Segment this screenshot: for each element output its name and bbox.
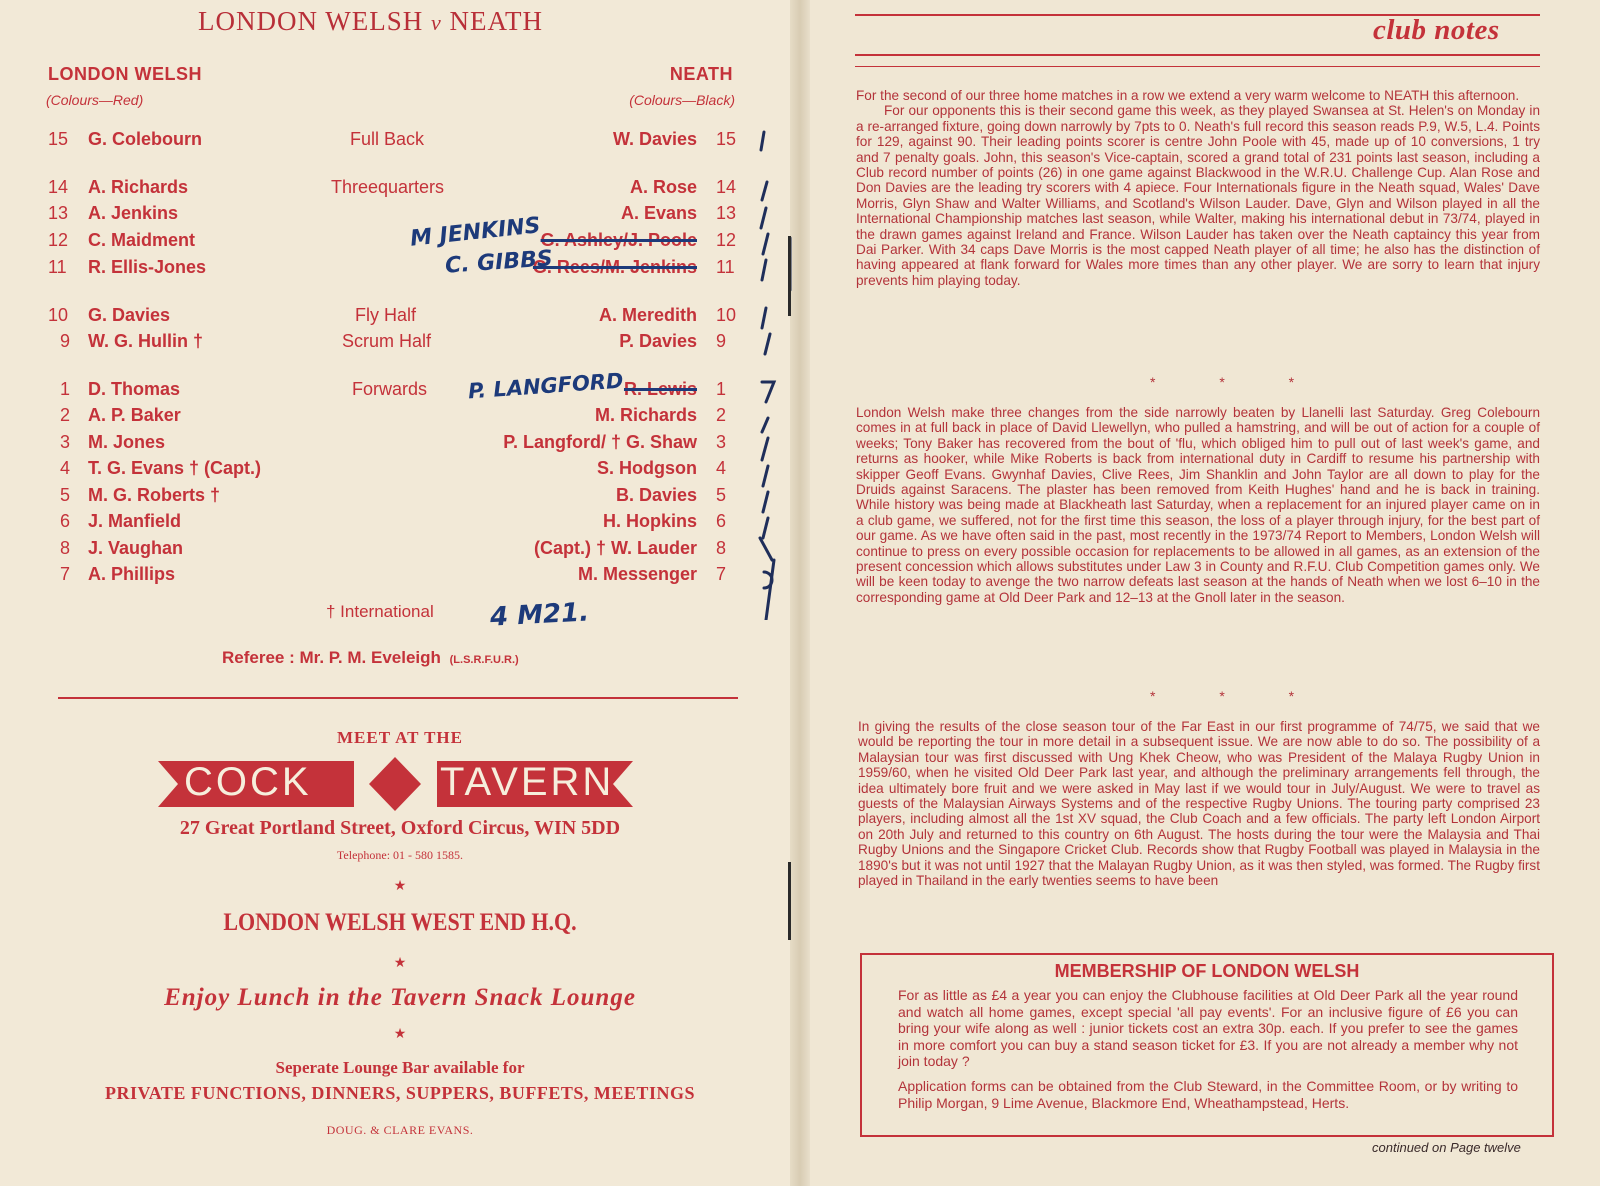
away-player-number: 1: [716, 379, 727, 399]
away-player-name: P. Langford/ † G. Shaw: [503, 432, 697, 452]
home-player-number: 2: [60, 405, 71, 425]
away-player-number: 12: [716, 230, 737, 250]
home-player-name: D. Thomas: [88, 379, 181, 399]
membership-text-1: For as little as £4 a year you can enjoy the Clubhouse facilities at Old Deer Park all the year round and watch all home games, except special 'all pay events'. For an inclusive figure of £6 you can bring your wife along as well : junior tickets cost an extra 30p. each. If you prefer to see the games in more comfort you can buy a stand season ticket for £3. If you are not already a member why not join today ?: [898, 987, 1518, 1069]
home-player-number: 3: [60, 432, 71, 452]
notes-section-1: [856, 88, 1540, 288]
advert-lounge: Seperate Lounge Bar available for: [275, 1058, 525, 1077]
membership-title: MEMBERSHIP OF LONDON WELSH: [1054, 961, 1360, 981]
away-player-number: 9: [716, 331, 727, 351]
away-player-name: W. Davies: [612, 129, 697, 149]
home-player-number: 4: [60, 458, 71, 478]
book-spine: [790, 0, 810, 1186]
advert-hq: LONDON WELSH WEST END H.Q.: [223, 907, 577, 936]
home-player-number: 1: [60, 379, 71, 399]
away-player-number: 13: [716, 203, 737, 223]
home-player-name: C. Maidment: [88, 230, 196, 250]
home-team-colours: (Colours—Red): [46, 92, 144, 108]
away-player-name: A. Meredith: [598, 305, 697, 325]
away-player-name: S. Hodgson: [597, 458, 697, 478]
home-player-name: A. Jenkins: [88, 203, 179, 223]
notes-paragraph-1: For the second of our three home matches in a row we extend a very warm welcome to NEATH this afternoon.: [856, 88, 1520, 103]
advert-functions: PRIVATE FUNCTIONS, DINNERS, SUPPERS, BUFFETS, MEETINGS: [105, 1083, 695, 1103]
title-home: LONDON WELSH: [198, 6, 424, 36]
away-player-number: 8: [716, 538, 727, 558]
home-player-name: R. Ellis-Jones: [88, 257, 207, 277]
handwritten-substitute-wing: C. GIBBS: [444, 246, 554, 279]
section-separator-1: * * *: [1150, 374, 1325, 390]
continued-note: continued on Page twelve: [1372, 1140, 1521, 1155]
position-threequarters: Threequarters: [331, 177, 445, 197]
away-team-name: NEATH: [669, 64, 733, 84]
advert-meet-at: MEET AT THE: [337, 728, 463, 747]
home-player-number: 13: [48, 203, 69, 223]
away-player-name: A. Rose: [629, 177, 697, 197]
membership-box: [860, 953, 1554, 1137]
away-player-number: 15: [716, 129, 737, 149]
home-player-name: A. Phillips: [88, 564, 176, 584]
advert-proprietors: DOUG. & CLARE EVANS.: [326, 1123, 474, 1137]
away-player-number: 2: [716, 405, 727, 425]
away-team-colours: (Colours—Black): [629, 92, 735, 108]
page-title: [198, 6, 543, 37]
advert-star-1: ★: [393, 877, 407, 893]
away-player-number: 6: [716, 511, 727, 531]
club-notes-header: club notes: [1373, 14, 1500, 46]
away-player-number: 7: [716, 564, 727, 584]
advert-star-3: ★: [393, 1025, 407, 1041]
banner-word-cock: COCK: [184, 760, 312, 804]
advert-telephone: Telephone: 01 - 580 1585.: [336, 848, 464, 862]
position-fly-half: Fly Half: [355, 305, 417, 325]
away-player-number: 5: [716, 485, 727, 505]
home-player-number: 8: [60, 538, 71, 558]
away-player-name: M. Messenger: [577, 564, 697, 584]
home-player-name: W. G. Hullin †: [88, 331, 204, 351]
away-player-number: 14: [716, 177, 737, 197]
home-player-name: J. Vaughan: [88, 538, 184, 558]
header-rule-thin: [855, 66, 1540, 67]
handwritten-substitute-prop: P. LANGFORD: [467, 368, 625, 404]
home-player-name: T. G. Evans † (Capt.): [88, 458, 262, 478]
away-player-number: 10: [716, 305, 737, 325]
notes-paragraph-2: For our opponents this is their second game this week, as they played Swansea at St. Helen's on Monday in a re-arranged fixture, going down narrowly by 7pts to 0. Neath's full record this season reads P.9, W.5, L.4. Points for 129, against 90. Their leading points scorer is centre John Poole with 45, made up of 10 conversions, 1 try and 7 penalty goals. John, this season's Vice-captain, scored a grand total of 231 points last season, including a Club record number of points (26) in one game against Blackwood in the W.R.U. Challenge Cup. Alan Rose and Don Davies are the leading try scorers with 4 apiece. Four Internationals figure in the Neath squad, Wales' Dave Morris, Glyn Shaw and Walter Williams, and Scotland's Wilson Lauder. Dave, Glyn and Wilson played in all the International Championship matches last season, while Walter, making his international debut in 73/74, played in the drawn games against Ireland and France. Wilson Lauder has taken over the Neath captaincy this year from Dai Parker. With 34 caps Dave Morris is the most capped Neath player of all time; he also has the distinction of having appeared at flank forward for Wales more times than any other player. We are sorry to learn that injury prevents him playing today.: [856, 103, 1540, 288]
home-player-number: 5: [60, 485, 71, 505]
home-player-number: 12: [48, 230, 69, 250]
away-player-name: B. Davies: [615, 485, 697, 505]
away-player-name: M. Richards: [594, 405, 697, 425]
away-player-name: R. Lewis: [623, 379, 697, 399]
notes-paragraph-4: In giving the results of the close season tour of the Far East in our first programme of 74/75, we said that we would be reporting the tour in more detail in a subsequent issue. We are now able to do so. The possibility of a Malaysian tour was first discussed with Ung Khek Cheow, who was President of the Malaya Rugby Union in 1959/60, when he visited Old Deer Park last year, and although the preliminary arrangements fell through, the idea ultimately bore fruit and we were asked in May last if we would tour in July/August. We were to travel as guests of the Malaysian Airways Systems and of the respective Rugby Unions. The touring party comprised 23 players, including almost all the 1st XV squad, the Club Coach and a few officials. The party left London Airport on 20th July and returned to this country on 6th August. The hosts during the tour were the Malaysia and Thai Rugby Unions and the Singapore Cricket Club. Records show that Rugby Football was played in Malaysia in the 1890's but it was not until 1927 that the Malayan Rugby Union, as it was then styled, was formed. The Rugby first played in Thailand in the early twenties seems to have been: [858, 719, 1540, 889]
away-player-name: G. Ashley/J. Poole: [540, 230, 697, 250]
membership-text-2: Application forms can be obtained from the Club Steward, in the Committee Room, or by writing to Philip Morgan, 9 Lime Avenue, Blackmore End, Wheathampstead, Herts.: [898, 1078, 1518, 1111]
away-player-name: A. Evans: [620, 203, 697, 223]
cock-tavern-banner: [158, 755, 633, 813]
away-player-number: 11: [716, 257, 735, 277]
home-player-number: 6: [60, 511, 71, 531]
divider-rule: [58, 697, 738, 699]
referee-name: Mr. P. M. Eveleigh: [299, 648, 441, 667]
away-player-number: 4: [716, 458, 727, 478]
home-player-name: J. Manfield: [88, 511, 182, 531]
referee-society: (L.S.R.F.U.R.): [449, 654, 519, 666]
section-separator-2: * * *: [1150, 688, 1325, 704]
referee-label: Referee :: [222, 648, 295, 667]
home-player-number: 7: [60, 564, 71, 584]
home-team-name: LONDON WELSH: [48, 64, 202, 84]
position-forwards: Forwards: [352, 379, 428, 399]
position-full-back: Full Back: [350, 129, 425, 149]
home-player-name: G. Colebourn: [88, 129, 202, 149]
referee-line: [222, 648, 519, 668]
title-away: NEATH: [449, 6, 543, 36]
home-player-number: 15: [48, 129, 69, 149]
home-player-name: A. P. Baker: [88, 405, 181, 425]
home-player-name: A. Richards: [88, 177, 189, 197]
advert-lunch: Enjoy Lunch in the Tavern Snack Lounge: [164, 984, 636, 1011]
away-player-name: G. Rees/M. Jenkins: [532, 257, 697, 277]
away-player-name: (Capt.) † W. Lauder: [533, 538, 697, 558]
handwritten-tick-marks: [752, 120, 792, 620]
header-rule-bottom: [855, 54, 1540, 56]
binding-staple-top: [788, 236, 791, 316]
home-player-number: 9: [60, 331, 71, 351]
away-player-name: H. Hopkins: [602, 511, 697, 531]
notes-section-2: [856, 405, 1540, 605]
home-player-name: M. G. Roberts †: [88, 485, 221, 505]
handwritten-substitute-centre: M JENKINS: [409, 213, 542, 252]
advert-star-2: ★: [393, 954, 407, 970]
notes-section-3: [858, 719, 1540, 888]
international-key: † International: [326, 602, 434, 621]
home-player-name: M. Jones: [88, 432, 166, 452]
binding-staple-bottom: [788, 862, 791, 940]
home-player-number: 14: [48, 177, 69, 197]
away-player-number: 3: [716, 432, 727, 452]
home-player-number: 11: [48, 257, 67, 277]
title-versus: v: [430, 10, 442, 35]
banner-word-tavern: TAVERN: [440, 760, 615, 804]
notes-paragraph-3: London Welsh make three changes from the side narrowly beaten by Llanelli last Saturday. Greg Colebourn comes in at full back in place of David Llewellyn, who pulled a hamstring, and will be out of action for a couple of weeks; Tony Baker has recovered from the bout of 'flu, which obliged him to pull out of last week's game, and returns as hooker, while Mike Roberts is back from international duty in Cardiff to resume his partnership with skipper Geoff Evans. Gwynhaf Davies, Clive Rees, Jim Shanklin and John Taylor are all down to play for the Druids against Saracens. The plaster has been removed from Keith Hughes' hand and he is back in training. While history was being made at Blackheath last Saturday, when a replacement for an injured player came on in a club game, we suffered, not for the first time this season, the loss of a player through injury, for the best part of our game. As we have often said in the past, most recently in the 1973/74 Report to Members, London Welsh will continue to press on every possible occasion for replacements to be allowed in all games, as an extension of the present concession which allows substitutes under Law 3 in County and R.F.U. Club Competition games only. We will be keen today to avenge the two narrow defeats last season at the hands of Neath when we lost 6–10 in the corresponding game at Old Deer Park and 12–13 at the Gnoll later in the season.: [856, 405, 1540, 605]
away-player-name: P. Davies: [619, 331, 697, 351]
advert-address: 27 Great Portland Street, Oxford Circus, WIN 5DD: [179, 817, 621, 839]
home-player-number: 10: [48, 305, 69, 325]
position-scrum-half: Scrum Half: [342, 331, 432, 351]
home-player-name: G. Davies: [88, 305, 171, 325]
handwritten-note: 4 M21.: [489, 597, 590, 633]
